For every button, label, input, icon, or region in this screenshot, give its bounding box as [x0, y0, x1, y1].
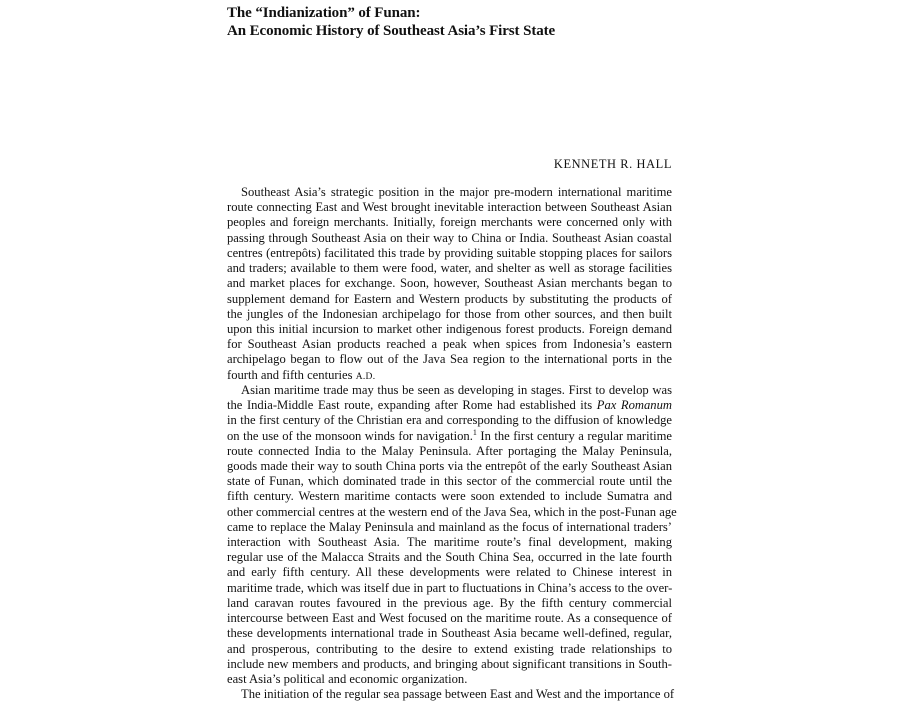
body-line: and prosperous, contributing to the desire to extend existing trade relationships to [227, 641, 672, 656]
body-line-text: on the use of the monsoon winds for navigation. [227, 428, 473, 443]
body-line: upon this initial incursion to market other indigenous forest products. Foreign demand [227, 321, 672, 336]
body-line: goods made their way to south China ports via the entrepôt of the early Southeast Asian [227, 458, 672, 473]
era-abbreviation: A.D. [355, 371, 376, 382]
body-line: Asian maritime trade may thus be seen as developing in stages. First to develop was [241, 382, 672, 397]
body-line: state of Funan, which dominated trade in this sector of the commercial route until the [227, 474, 672, 489]
body-line: include new members and products, and bringing about significant transitions in South- [227, 656, 672, 671]
body-line: peoples and foreign merchants. Initially, foreign merchants were concerned only with [227, 215, 672, 230]
body-line: fifth century. Western maritime contacts were soon extended to include Sumatra and [227, 489, 672, 504]
body-line [227, 368, 672, 383]
body-line: route connected India to the Malay Peninsula. After portaging the Malay Peninsula, [227, 443, 672, 458]
body-line: supplement demand for Eastern and Western products by substituting the products of [227, 291, 672, 306]
body-line: interaction with Southeast Asia. The maritime route’s final development, making [227, 535, 672, 550]
body-line: other commercial centres at the western end of the Java Sea, which in the post-Funan age [227, 504, 677, 519]
body-line: intercourse between East and West focused on the maritime route. As a consequence of [227, 611, 672, 626]
body-line: Southeast Asia’s strategic position in the major pre-modern international maritime [241, 185, 672, 199]
body-line: centres (entrepôts) facilitated this trade by providing suitable stopping places for sailors [227, 245, 672, 260]
body-line: in the first century of the Christian era and corresponding to the diffusion of knowledge [227, 413, 672, 428]
body-line: came to replace the Malay Peninsula and mainland as the focus of international traders’ [227, 519, 672, 534]
body-line-text: In the first century a regular maritime [480, 428, 672, 443]
footnote-marker: 1 [472, 427, 477, 437]
body-line: land caravan routes favoured in the previous age. By the fifth century commercial [227, 595, 672, 610]
body-line: passing through Southeast Asia on their way to China or India. Southeast Asian coastal [227, 230, 672, 245]
body-line: these developments international trade in Southeast Asia became well-defined, regular, [227, 626, 672, 641]
body-line: and traders; available to them were food, water, and shelter as well as storage facilities [227, 261, 672, 276]
title-line-2: An Economic History of Southeast Asia’s First State [227, 23, 556, 39]
body-line [227, 429, 672, 444]
body-line-text: fourth and fifth centuries [227, 367, 353, 382]
author-name: KENNETH R. HALL [553, 157, 672, 171]
body-line [227, 398, 672, 413]
body-line: archipelago began to flow out of the Java Sea region to the international ports in the [227, 352, 672, 367]
article-body [227, 185, 677, 702]
body-line: east Asia’s political and economic organization. [227, 672, 468, 686]
body-line: for Southeast Asian products reached a peak when spices from Indonesia’s eastern [227, 337, 672, 352]
body-line: route connecting East and West brought inevitable interaction between Southeast Asian [227, 200, 672, 215]
article-title [227, 4, 687, 40]
body-line: The initiation of the regular sea passage between East and West and the importance of [241, 687, 675, 702]
body-line: and early fifth century. All these developments were related to Chinese interest in [227, 565, 672, 580]
body-line: regular use of the Malacca Straits and the South China Sea, occurred in the late fourth [227, 550, 672, 565]
body-line: and market places for exchange. Soon, however, Southeast Asian merchants began to [227, 276, 672, 291]
body-line-text: the India-Middle East route, expanding after Rome had established its [227, 398, 593, 413]
body-line: the jungles of the Indonesian archipelago for those from other sources, and then built [227, 306, 672, 321]
body-line: maritime trade, which was itself due in part to fluctuations in China’s access to the over- [227, 580, 673, 595]
italic-term: Pax Romanum [596, 398, 672, 413]
title-line-1: The “Indianization” of Funan: [227, 5, 421, 21]
